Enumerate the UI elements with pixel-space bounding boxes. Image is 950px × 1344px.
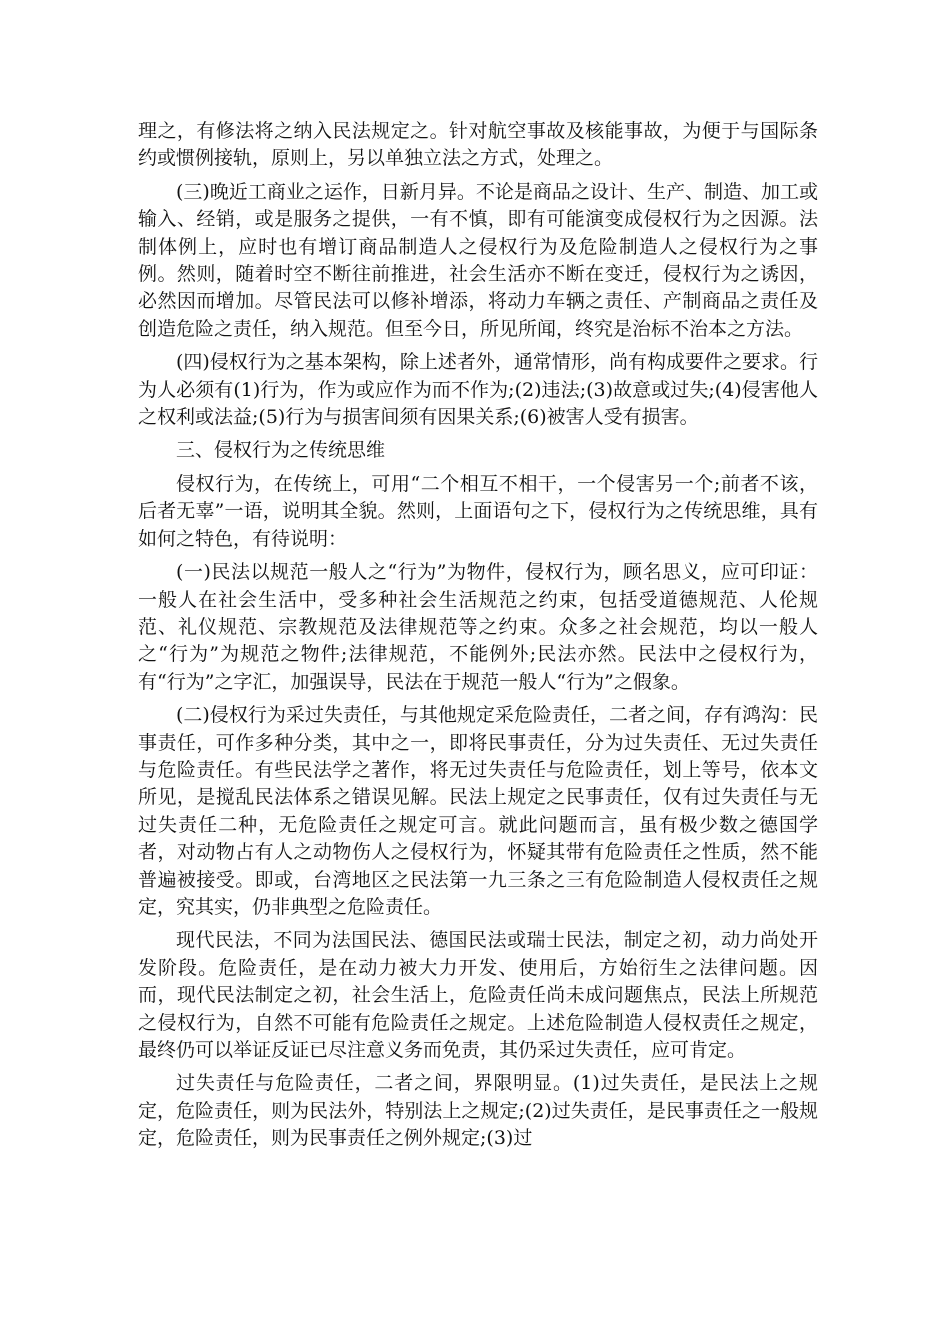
paragraph-elements: (四)侵权行为之基本架构，除上述者外，通常情形，尚有构成要件之要求。行为人必须有(1)行为，作为或应作为而不作为;(2)违法;(3)故意或过失;(4)侵害他人之权利或法益;(5)行为与损害间须有因果关系;(6)被害人受有损害。	[138, 351, 818, 429]
section-heading: 三、侵权行为之传统思维	[176, 439, 386, 462]
paragraph-point-one: (一)民法以规范一般人之“行为”为物件，侵权行为，顾名思义，应可印证：一般人在社会生活中，受多种社会生活规范之约束，包括受道德规范、人伦规范、礼仪规范、宗教规范及法律规范等之约束。众多之社会规范，均以一般人之“行为”为规范之物件;法律规范，不能例外;民法亦然。民法中之侵权行为，有“行为”之字汇，加强误导，民法在于规范一般人“行为”之假象。	[138, 561, 818, 693]
paragraph-traditional: 侵权行为，在传统上，可用“二个相互不相干，一个侵害另一个;前者不该，后者无辜”一语，说明其全貌。然则，上面语句之下，侵权行为之传统思维，具有如何之特色，有待说明：	[138, 472, 818, 550]
paragraph-point-two: (二)侵权行为采过失责任，与其他规定采危险责任，二者之间，存有鸿沟：民事责任，可作多种分类，其中之一，即将民事责任，分为过失责任、无过失责任与危险责任。有些民法学之著作，将无过失责任与危险责任，划上等号，依本文所见，是搅乱民法体系之错误见解。民法上规定之民事责任，仅有过失责任与无过失责任二种，无危险责任之规定可言。就此问题而言，虽有极少数之德国学者，对动物占有人之动物伤人之侵权行为，怀疑其带有危险责任之性质，然不能普遍被接受。即或，台湾地区之民法第一九三条之三有危险制造人侵权责任之规定，究其实，仍非典型之危险责任。	[138, 704, 818, 918]
paragraph-modern-civil-law: 现代民法，不同为法国民法、德国民法或瑞士民法，制定之初，动力尚处开发阶段。危险责任，是在动力被大力开发、使用后，方始衍生之法律问题。因而，现代民法制定之初，社会生活上，危险责任尚未成问题焦点，民法上所规范之侵权行为，自然不可能有危险责任之规定。上述危险制造人侵权责任之规定，最终仍可以举证反证已尽注意义务而免责，其仍采过失责任，应可肯定。	[138, 929, 818, 1061]
paragraph-continued: 理之，有修法将之纳入民法规定之。针对航空事故及核能事故，为便于与国际条约或惯例接轨，原则上，另以单独立法之方式，处理之。	[138, 120, 818, 170]
paragraph-commerce: (三)晚近工商业之运作，日新月异。不论是商品之设计、生产、制造、加工或输入、经销，或是服务之提供，一有不慎，即有可能演变成侵权行为之因源。法制体例上，应时也有增订商品制造人之侵权行为及危险制造人之侵权行为之事例。然则，随着时空不断往前推进，社会生活亦不断在变迁，侵权行为之诱因，必然因而增加。尽管民法可以修补增添，将动力车辆之责任、产制商品之责任及创造危险之责任，纳入规范。但至今日，所见所闻，终究是治标不治本之方法。	[138, 180, 818, 340]
document-page	[138, 118, 818, 1159]
paragraph-fault-vs-risk: 过失责任与危险责任，二者之间，界限明显。(1)过失责任，是民法上之规定，危险责任，则为民法外，特别法上之规定;(2)过失责任，是民事责任之一般规定，危险责任，则为民事责任之例外规定;(3)过	[138, 1072, 818, 1150]
